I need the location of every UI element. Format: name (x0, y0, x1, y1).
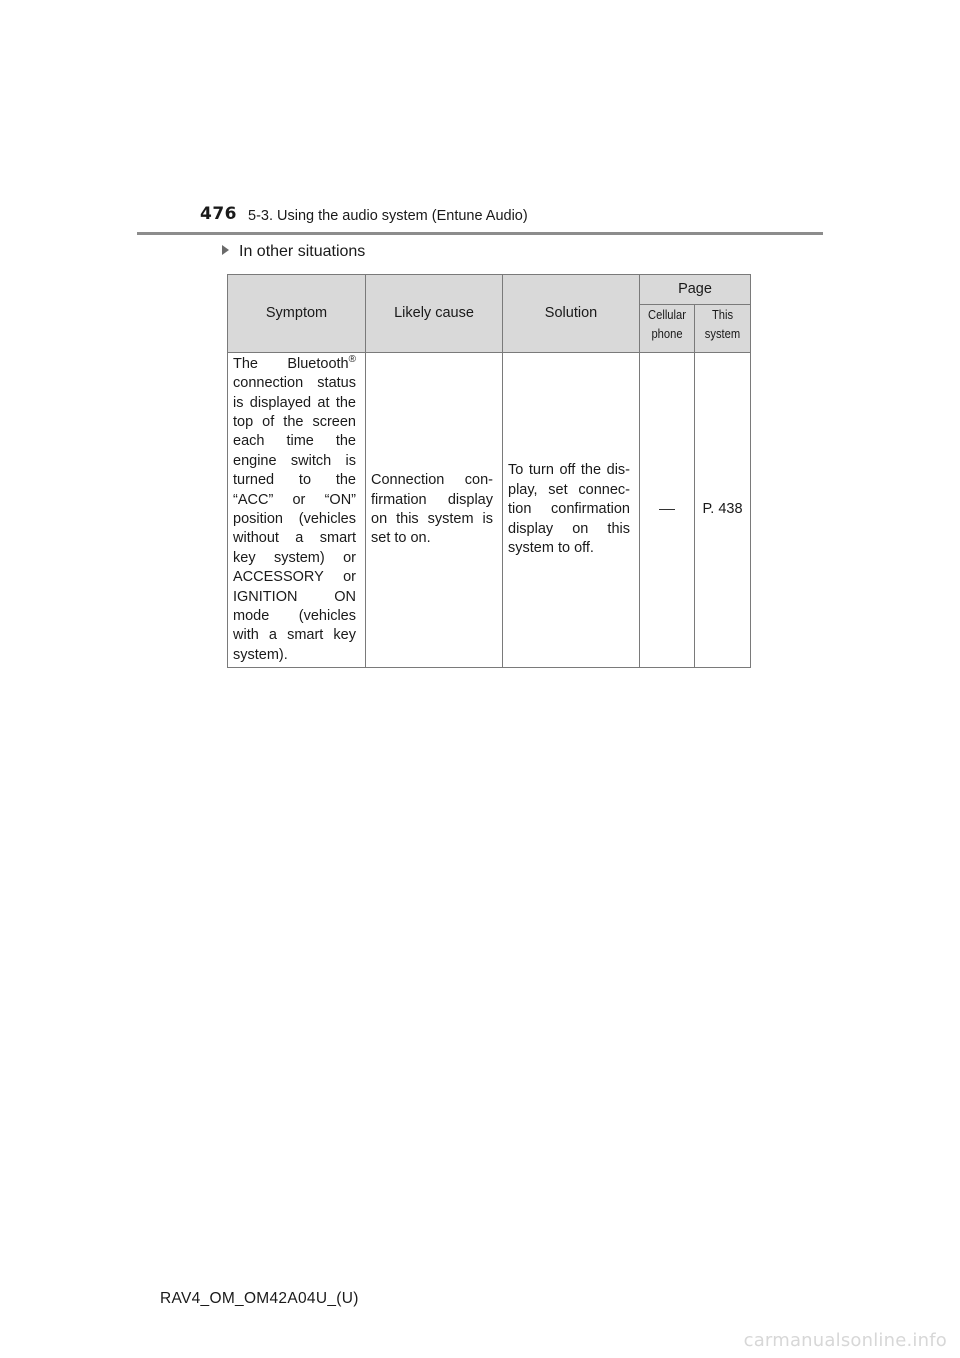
header-rule (137, 232, 823, 235)
solution-cell: To turn off the dis-play, set connec-tion confirmation display on this system to off. (503, 353, 640, 668)
column-header-solution: Solution (503, 275, 640, 353)
subheading-text: In other situations (239, 243, 366, 260)
page-number: 476 (200, 204, 237, 224)
likely-cause-cell: Connection con-firmation display on this system is set to on. (366, 353, 503, 668)
column-header-cellular-phone: Cellular phone (640, 305, 695, 353)
document-code: RAV4_OM_OM42A04U_(U) (160, 1290, 359, 1307)
watermark: carmanualsonline.info (743, 1330, 947, 1351)
troubleshooting-table (227, 274, 751, 668)
column-header-symptom: Symptom (228, 275, 366, 353)
section-title: 5-3. Using the audio system (Entune Audio) (248, 208, 528, 224)
table-row (228, 353, 751, 668)
dash-mark (659, 509, 675, 510)
triangle-bullet-icon (222, 245, 229, 255)
registered-mark: ® (348, 353, 356, 365)
cellular-phone-page-cell (640, 353, 695, 668)
this-system-page-cell: P. 438 (695, 353, 751, 668)
symptom-cell: The Bluetooth® connection status is displayed at the top of the screen each time the engine switch is turned to the “ACC” or “ON” position (vehicles without a smart key system) or ACCESSORY or IGNITION ON mode (vehicles with a smart key system). (228, 353, 366, 668)
column-header-likely-cause: Likely cause (366, 275, 503, 353)
column-header-page: Page (640, 275, 751, 305)
subheading (222, 243, 365, 261)
column-header-this-system: This system (695, 305, 751, 353)
